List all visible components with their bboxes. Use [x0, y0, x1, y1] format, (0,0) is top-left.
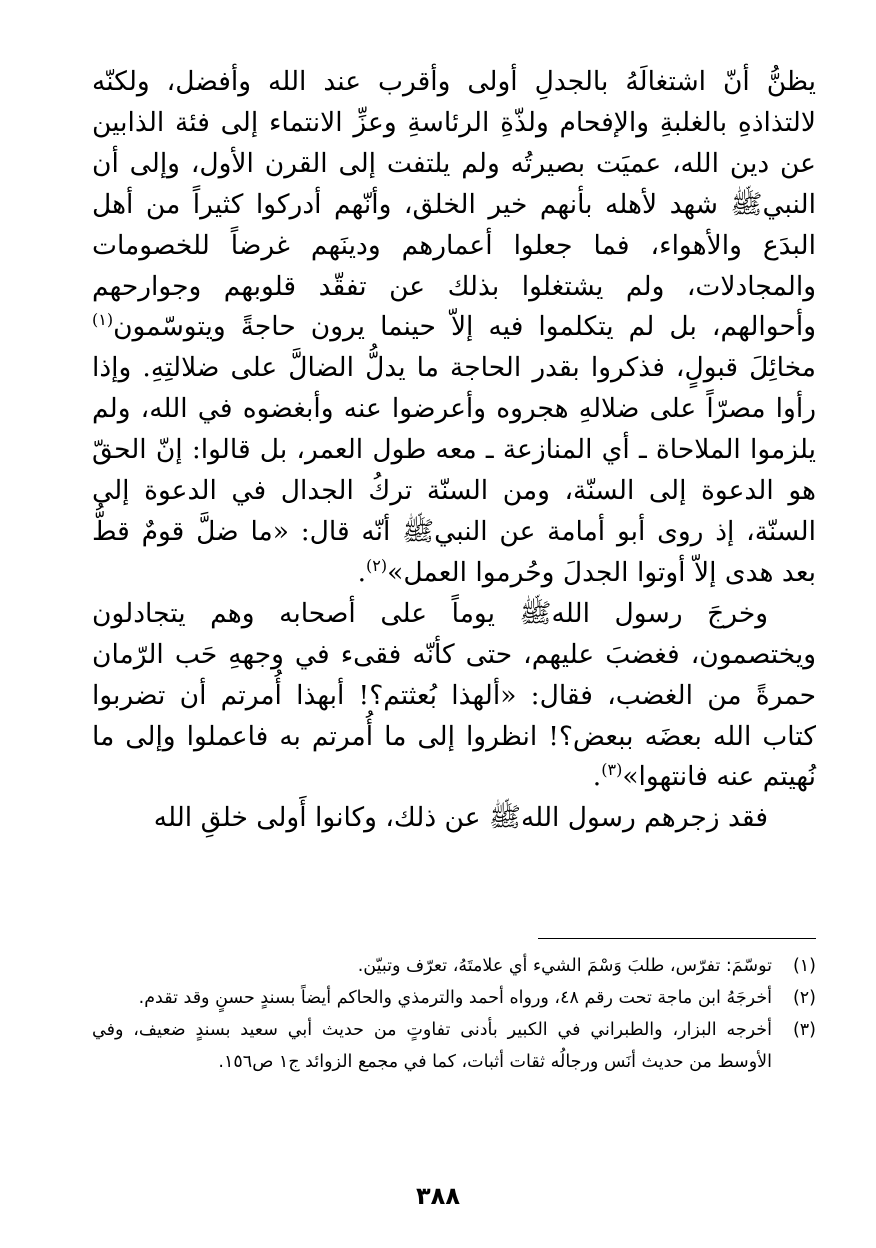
- main-text: [92, 62, 816, 839]
- paragraph-3: [92, 798, 816, 839]
- footnote-text: توسّمَ: تفرّس، طلبَ وَسْمَ الشيء أي علامتَهُ، تعرّف وتبيّن.: [357, 956, 772, 976]
- footnote-2: [92, 982, 816, 1014]
- footnote-ref-2: (٢): [366, 556, 388, 576]
- footnote-text: أخرجَهُ ابن ماجة تحت رقم ٤٨، ورواه أحمد والترمذي والحاكم أيضاً بسندٍ حسنٍ وقد تقدم.: [138, 988, 772, 1008]
- text-segment: مخائِلَ قبولٍ، فذكروا بقدر الحاجة ما يدلُّ الضالَّ على ضلالتِهِ. وإذا رأوا مصرّاً على ضلالهِ هجروه وأعرضوا عنه وأبغضوه في الله، ولم يلزموا الملاحاة ـ أي المنازعة ـ معه طول العمر، بل قالوا: إنّ الحقّ هو الدعوة إلى السنّة، ومن السنّة تركُ الجدال في الدعوة إلى السنّة، إذ روى أبو أمامة عن النبيﷺ أنّه قال: «ما ضلَّ قومٌ قطُّ بعد هدى إلاّ أوتوا الجدلَ وحُرموا العمل»: [92, 352, 816, 588]
- footnote-ref-1: (١): [92, 310, 114, 330]
- footnote-number: (١): [792, 956, 816, 976]
- text-segment: فقد زجرهم رسول اللهﷺ عن ذلك، وكانوا أَولى خلقِ الله: [153, 802, 768, 834]
- text-segment: وخرجَ رسول اللهﷺ يوماً على أصحابه وهم يتجادلون ويختصمون، فغضبَ عليهم، حتى كأنّه فقىء في وجههِ حَب الرّمان حمرةً من الغضب، فقال: «ألهذا بُعثتم؟! أبهذا أُمرتم أن تضربوا كتاب الله بعضَه ببعض؟! انظروا إلى ما أُمرتم به فاعملوا وإلى ما نُهيتم عنه فانتهوا»: [92, 597, 816, 793]
- footnote-1: [92, 950, 816, 982]
- footnote-number: (٣): [792, 1020, 816, 1040]
- text-segment: .: [592, 761, 602, 793]
- footnote-number: (٢): [792, 988, 816, 1008]
- footnote-3: [92, 1014, 816, 1078]
- footnote-text: أخرجه البزار، والطبراني في الكبير بأدنى تفاوتٍ من حديث أبي سعيد بسندٍ ضعيف، وفي الأوسط من حديث أنَس ورجالُه ثقات أثبات، كما في مجمع الزوائد ج١ ص١٥٦.: [92, 1020, 772, 1072]
- footnote-ref-3: (٣): [601, 760, 623, 780]
- text-segment: يظنُّ أنّ اشتغالَهُ بالجدلِ أولى وأقرب عند الله وأفضل، ولكنّه لالتذاذهِ بالغلبةِ والإفحام ولذّةِ الرئاسةِ وعزِّ الانتماء إلى فئة الذابين عن دين الله، عميَت بصيرتُه ولم يلتفت إلى القرن الأول، وإلى أن النبيﷺ شهد لأهله بأنهم خير الخلق، وأنّهم أدركوا كثيراً من أهل البدَع والأهواء، فما جعلوا أعمارهم ودينَهم غرضاً للخصومات والمجادلات، ولم يشتغلوا بذلك عن تفقّد قلوبهم وجوارحهم وأحوالهم، بل لم يتكلموا فيه إلاّ حينما يرون حاجةً ويتوسّمون: [92, 66, 816, 343]
- paragraph-1: [92, 62, 816, 594]
- paragraph-2: [92, 594, 816, 799]
- page-number: ٣٨٨: [416, 1182, 460, 1210]
- text-segment: .: [357, 556, 367, 588]
- footnotes: [92, 950, 816, 1078]
- footnote-separator: [538, 938, 816, 939]
